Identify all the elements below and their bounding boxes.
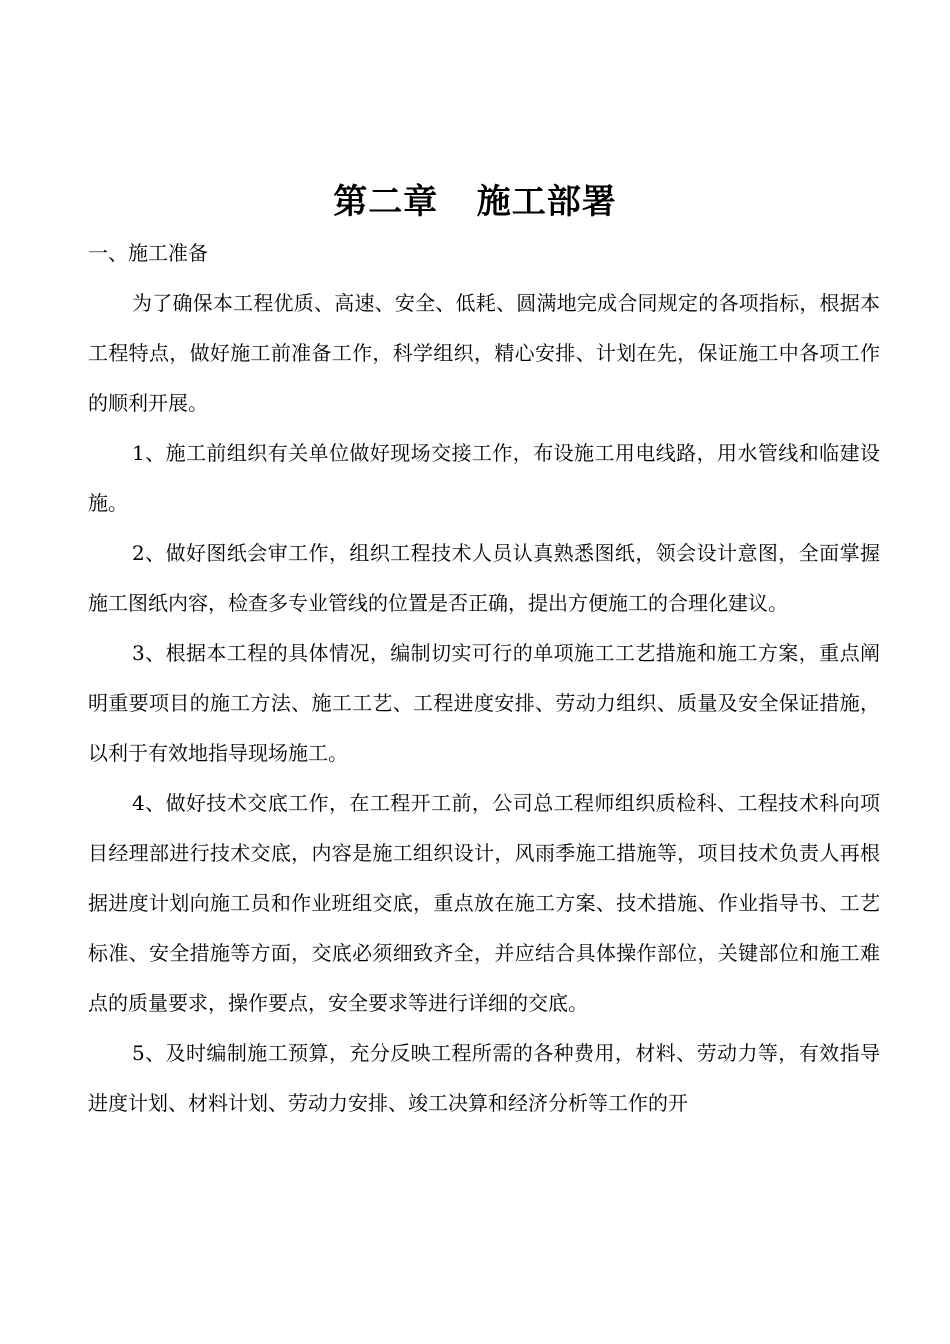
document-body	[88, 228, 880, 1128]
paragraph-item-1: 1、施工前组织有关单位做好现场交接工作，布设施工用电线路，用水管线和临建设施。	[88, 441, 880, 515]
section-heading: 一、施工准备	[88, 241, 208, 265]
paragraph-item-5: 5、及时编制施工预算，充分反映工程所需的各种费用，材料、劳动力等，有效指导进度计划、材料计划、劳动力安排、竣工决算和经济分析等工作的开	[88, 1041, 880, 1115]
paragraph-item-4: 4、做好技术交底工作，在工程开工前，公司总工程师组织质检科、工程技术科向项目经理部进行技术交底，内容是施工组织设计，风雨季施工措施等，项目技术负责人再根据进度计划向施工员和作业班组交底，重点放在施工方案、技术措施、作业指导书、工艺标准、安全措施等方面，交底必须细致齐全，并应结合具体操作部位，关键部位和施工难点的质量要求，操作要点，安全要求等进行详细的交底。	[88, 791, 880, 1015]
paragraph-item-2: 2、做好图纸会审工作，组织工程技术人员认真熟悉图纸，领会设计意图，全面掌握施工图纸内容，检查多专业管线的位置是否正确，提出方便施工的合理化建议。	[88, 541, 880, 615]
chapter-title: 第二章 施工部署	[333, 182, 617, 222]
paragraph-intro: 为了确保本工程优质、高速、安全、低耗、圆满地完成合同规定的各项指标，根据本工程特点，做好施工前准备工作，科学组织，精心安排、计划在先，保证施工中各项工作的顺利开展。	[88, 291, 880, 415]
paragraph-item-3: 3、根据本工程的具体情况，编制切实可行的单项施工工艺措施和施工方案，重点阐明重要项目的施工方法、施工工艺、工程进度安排、劳动力组织、质量及安全保证措施，以利于有效地指导现场施工。	[88, 641, 880, 765]
